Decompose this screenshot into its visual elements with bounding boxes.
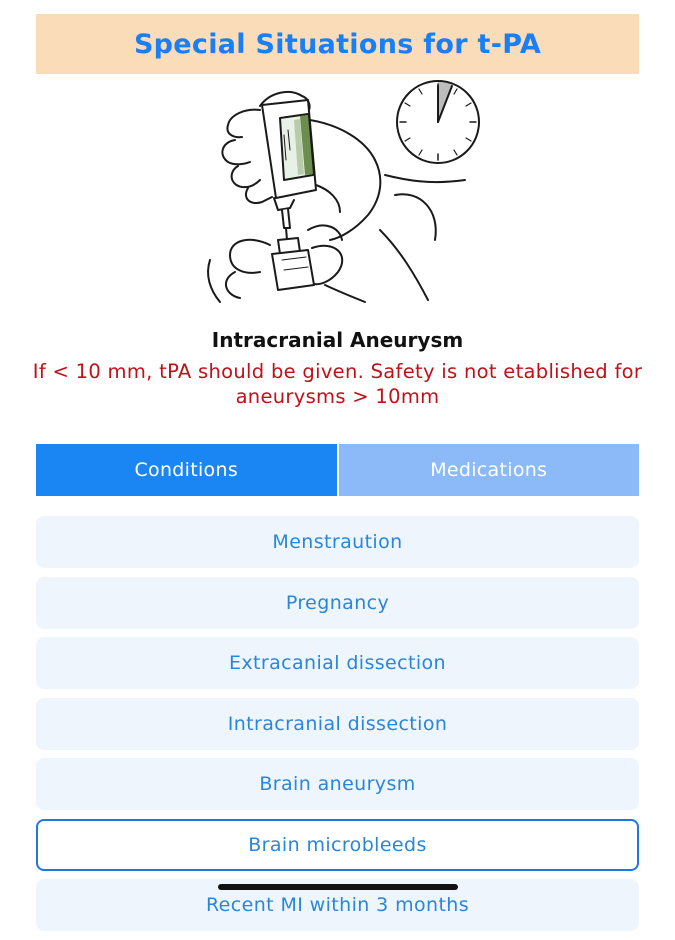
list-item-extracranial-dissection[interactable]: Extracanial dissection <box>36 637 639 689</box>
page-title: Special Situations for t-PA <box>133 28 542 60</box>
tab-conditions[interactable]: Conditions <box>36 444 337 496</box>
conditions-list <box>36 516 639 940</box>
clock-icon <box>397 81 479 163</box>
tab-medications[interactable]: Medications <box>337 444 640 496</box>
list-item-pregnancy[interactable]: Pregnancy <box>36 577 639 629</box>
condition-description: If < 10 mm, tPA should be given. Safety is not etablished for aneurysms > 10mm <box>32 360 643 408</box>
list-item-brain-aneurysm[interactable]: Brain aneurysm <box>36 758 639 810</box>
list-item-brain-microbleeds[interactable]: Brain microbleeds <box>36 819 639 871</box>
list-item-intracranial-dissection[interactable]: Intracranial dissection <box>36 698 639 750</box>
condition-title: Intracranial Aneurysm <box>211 328 464 352</box>
syringe-vial-hands-illustration <box>190 80 490 305</box>
list-item-recent-mi[interactable]: Recent MI within 3 months <box>36 879 639 931</box>
segmented-tabs <box>36 444 639 496</box>
page-header <box>36 14 639 74</box>
home-indicator[interactable] <box>218 884 458 890</box>
list-item-menstruation[interactable]: Menstraution <box>36 516 639 568</box>
